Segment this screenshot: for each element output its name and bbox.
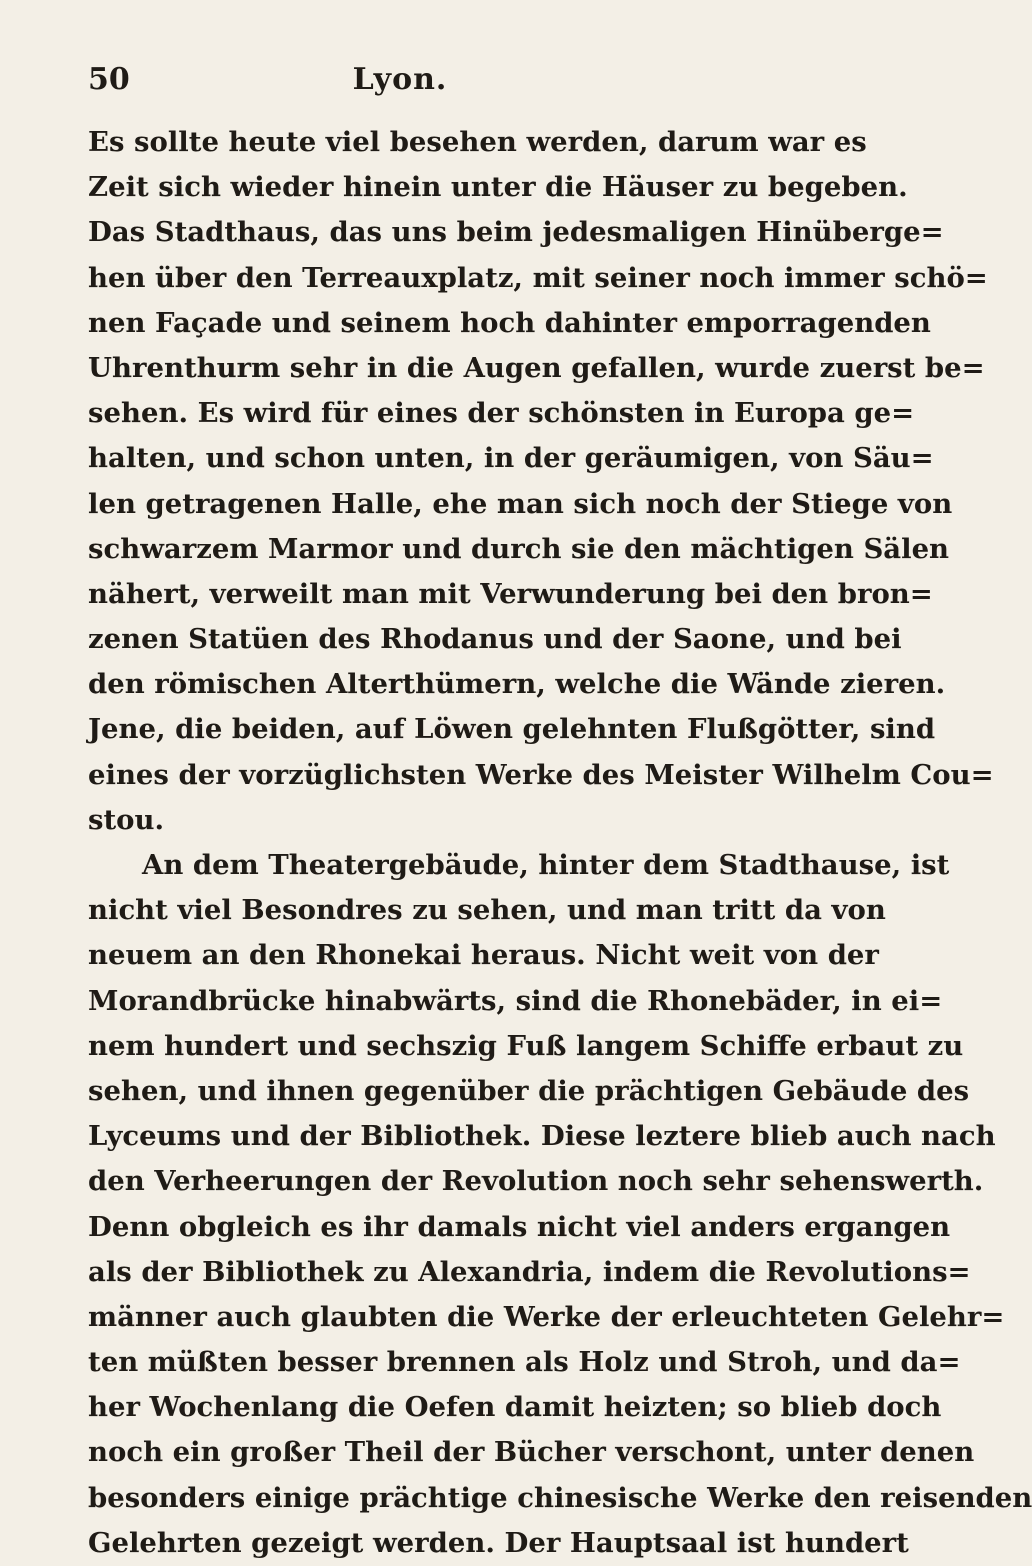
text-line: Morandbrücke hinabwärts, sind die Rhonebäder, in ei= bbox=[88, 984, 943, 1017]
text-line: sehen. Es wird für eines der schönsten in Europa ge= bbox=[88, 397, 915, 430]
text-line: ten müßten besser brennen als Holz und Stroh, und da= bbox=[88, 1346, 961, 1379]
text-line: besonders einige prächtige chinesische Werke den reisenden bbox=[88, 1481, 1032, 1514]
text-line: nicht viel Besondres zu sehen, und man tritt da von bbox=[88, 894, 886, 927]
text-line: den Verheerungen der Revolution noch sehr sehenswerth. bbox=[88, 1165, 984, 1198]
text-line: als der Bibliothek zu Alexandria, indem die Revolutions= bbox=[88, 1255, 971, 1288]
text-line: Das Stadthaus, das uns beim jedesmaligen Hinüberge= bbox=[88, 216, 944, 249]
text-line: Es sollte heute viel besehen werden, darum war es bbox=[88, 126, 867, 158]
running-head: Lyon. bbox=[352, 62, 448, 97]
text-line: eines der vorzüglichsten Werke des Meister Wilhelm Cou= bbox=[88, 758, 994, 791]
text-line: len getragenen Halle, ehe man sich noch der Stiege von bbox=[88, 487, 953, 520]
text-line: nem hundert und sechszig Fuß langem Schiffe erbaut zu bbox=[88, 1029, 964, 1062]
text-line: stou. bbox=[88, 803, 165, 836]
text-line: hen über den Terreauxplatz, mit seiner noch immer schö= bbox=[88, 261, 988, 294]
text-line: Denn obgleich es ihr damals nicht viel anders ergangen bbox=[88, 1210, 951, 1243]
text-line: nähert, verweilt man mit Verwunderung bei den bron= bbox=[88, 577, 933, 610]
text-line: zenen Statüen des Rhodanus und der Saone, und bei bbox=[88, 623, 902, 656]
text-line: halten, und schon unten, in der geräumigen, von Säu= bbox=[88, 442, 934, 475]
text-line: sehen, und ihnen gegenüber die prächtigen Gebäude des bbox=[88, 1074, 970, 1107]
text-line: den römischen Alterthümern, welche die Wände zieren. bbox=[88, 668, 946, 701]
text-line: Lyceums und der Bibliothek. Diese leztere blieb auch nach bbox=[88, 1120, 996, 1153]
text-line: Uhrenthurm sehr in die Augen gefallen, wurde zuerst be= bbox=[88, 351, 985, 384]
text-line: Zeit sich wieder hinein unter die Häuser zu begeben. bbox=[88, 171, 908, 204]
text-line: Gelehrten gezeigt werden. Der Hauptsaal ist hundert bbox=[88, 1526, 909, 1559]
text-line: schwarzem Marmor und durch sie den mächtigen Sälen bbox=[88, 532, 950, 565]
text-line: nen Façade und seinem hoch dahinter emporragenden bbox=[88, 306, 931, 339]
text-line: An dem Theatergebäude, hinter dem Stadthause, ist bbox=[142, 849, 950, 881]
page-number: 50 bbox=[88, 62, 130, 97]
text-line: männer auch glaubten die Werke der erleuchteten Gelehr= bbox=[88, 1300, 1005, 1333]
text-line: noch ein großer Theil der Bücher verschont, unter denen bbox=[88, 1436, 975, 1469]
body-text bbox=[88, 120, 1032, 1566]
text-line: neuem an den Rhonekai heraus. Nicht weit von der bbox=[88, 939, 879, 972]
text-line: her Wochenlang die Oefen damit heizten; so blieb doch bbox=[88, 1391, 942, 1424]
text-line: Jene, die beiden, auf Löwen gelehnten Flußgötter, sind bbox=[88, 713, 936, 746]
page-header bbox=[0, 62, 800, 102]
